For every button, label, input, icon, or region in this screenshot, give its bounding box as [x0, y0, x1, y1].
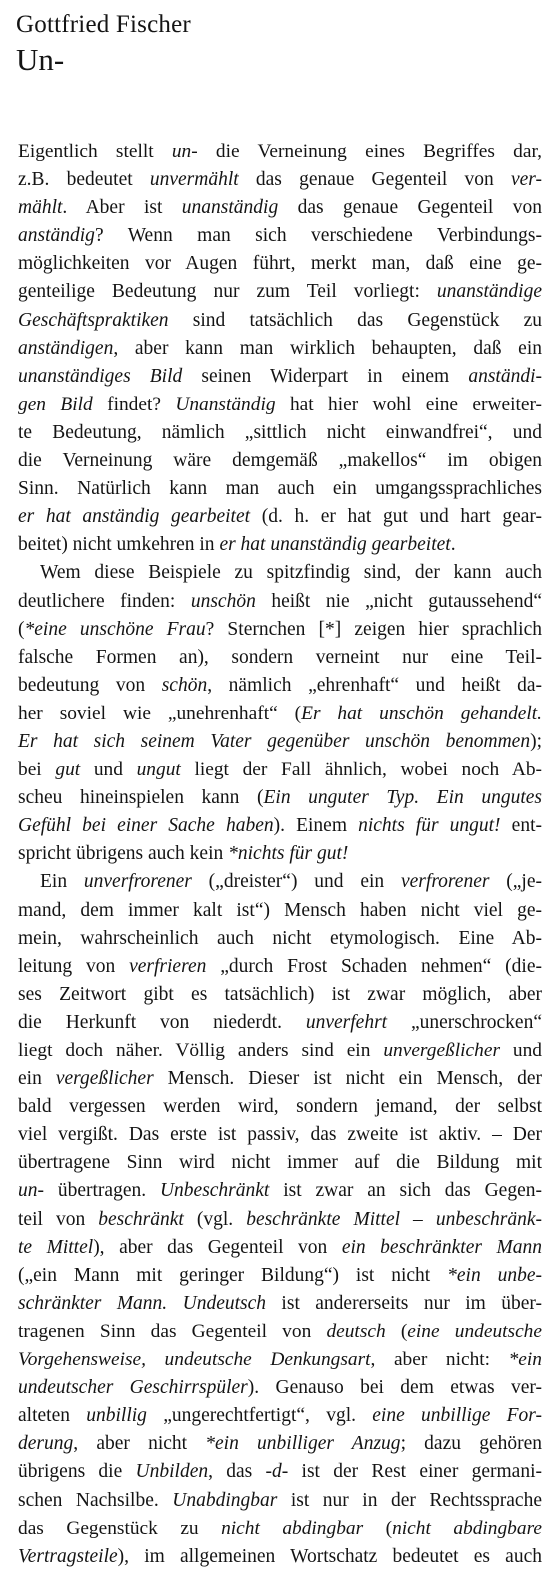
italic-term: Unanständig: [175, 393, 276, 415]
text-run: sind tatsächlich das Gegenstück zu: [168, 309, 542, 331]
text-run: her soviel wie „unehrenhaft“ (: [18, 702, 302, 724]
text-line: [18, 700, 542, 728]
italic-term: Vertragsteile: [18, 1545, 118, 1567]
text-run: Mensch. Dieser ist nicht ein Mensch, der: [153, 1068, 542, 1090]
text-run: übrigens die: [18, 1461, 136, 1483]
text-line: [18, 222, 542, 250]
text-run: und: [499, 1040, 542, 1061]
text-run: die Verneinung eines Begriffes dar,: [197, 141, 542, 162]
text-line: [18, 1402, 542, 1430]
text-line: [18, 1121, 542, 1149]
text-run: („ein Mann mit geringer Bildung“) ist nicht: [18, 1264, 448, 1286]
text-run: (d. h. er hat gut und hart gear-: [250, 506, 542, 528]
text-run: („dreister“) und ein: [191, 871, 401, 893]
text-run: - ist der Rest einer germani-: [281, 1461, 542, 1483]
italic-term: *ein unbilliger Anzug: [205, 1433, 401, 1455]
text-line: [18, 1262, 542, 1290]
text-line: [18, 1430, 542, 1458]
italic-term: gen Bild: [18, 393, 93, 415]
text-run: schen Nachsilbe.: [18, 1489, 173, 1511]
text-run: Wem diese Beispiele zu spitzfindig sind, der kann auch: [40, 562, 542, 584]
text-run: bei: [18, 759, 56, 781]
italic-term: unvermählt: [149, 169, 239, 191]
text-run: ist andererseits nur im über-: [266, 1292, 542, 1314]
text-line: [18, 1290, 542, 1318]
text-line: [18, 1318, 542, 1346]
text-run: , aber nicht: [73, 1433, 206, 1455]
text-run: ). Einem: [273, 815, 359, 837]
italic-term: Unbilden: [135, 1461, 209, 1483]
text-run: „unerschrocken“: [387, 1011, 542, 1033]
text-run: ent-: [500, 815, 542, 837]
text-run: ? Wenn man sich verschiedene Verbindungs-: [94, 225, 542, 247]
text-run: (: [363, 1517, 393, 1539]
italic-term: anständigen: [18, 337, 114, 359]
text-run: leitung von: [18, 955, 130, 977]
text-line: [18, 812, 542, 840]
text-line: [18, 1458, 542, 1486]
text-line: [18, 194, 542, 222]
italic-term: *eine unschöne Frau: [24, 618, 206, 640]
text-line: [18, 840, 542, 868]
italic-term: un-: [171, 141, 198, 162]
text-run: tragenen Sinn das Gegenteil von: [18, 1320, 327, 1342]
italic-term: ein beschränkter Mann: [341, 1236, 542, 1258]
text-line: [18, 278, 542, 306]
text-run: Ein: [40, 871, 84, 893]
italic-term: unanständig: [181, 197, 279, 219]
text-run: .: [450, 534, 456, 556]
text-line: [18, 503, 542, 531]
italic-term: *ein unbe-: [447, 1264, 542, 1286]
text-run: spricht übrigens auch kein: [18, 843, 229, 865]
text-run: falsche Formen an), sondern verneint nur eine Teil-: [18, 646, 542, 668]
text-run: );: [530, 730, 542, 752]
italic-term: schränkter Mann. Undeutsch: [18, 1292, 267, 1314]
text-run: , aber kann man wirklich behaupten, daß ein: [113, 337, 542, 359]
text-line: [18, 1065, 542, 1093]
italic-term: verfrorener: [401, 871, 490, 893]
text-run: hat hier wohl eine erweiter-: [275, 393, 543, 415]
text-line: [18, 1515, 542, 1543]
text-run: z.B. bedeutet: [18, 169, 150, 191]
text-line: [18, 531, 542, 559]
text-line: [18, 1037, 542, 1065]
author-name: Gottfried Fischer: [16, 11, 191, 38]
italic-term: mählt: [18, 197, 63, 219]
text-line: [18, 1206, 542, 1234]
article-body: [18, 138, 542, 1571]
text-run: ses Zeitwort gibt es tatsächlich) ist zwar möglich, aber: [18, 983, 542, 1005]
text-run: „durch Frost Schaden nehmen“ (die-: [206, 955, 542, 977]
italic-term: Ein unguter Typ. Ein ungutes: [263, 787, 542, 809]
text-line: [18, 588, 542, 616]
text-line: [18, 728, 542, 756]
article-title: Un-: [16, 42, 65, 77]
italic-term: unanständiges Bild: [18, 365, 183, 387]
italic-term: nicht abdingbare: [392, 1517, 543, 1539]
italic-term: eine unbillige For-: [372, 1405, 542, 1427]
italic-term: Unbeschränkt: [159, 1180, 270, 1202]
text-run: scheu hineinspielen kann (: [18, 787, 264, 809]
text-line: [18, 335, 542, 363]
text-line: [18, 925, 542, 953]
text-run: und: [80, 759, 137, 781]
text-run: findet?: [92, 393, 176, 415]
italic-term: derung: [18, 1433, 74, 1455]
text-run: ), aber das Gegenteil von: [93, 1236, 342, 1258]
italic-term: d: [272, 1461, 282, 1483]
italic-term: nichts für ungut!: [358, 815, 501, 837]
text-line: [18, 1234, 542, 1262]
text-run: übertragene Sinn wird nicht immer auf die Bildung mit: [18, 1152, 542, 1174]
italic-term: beschränkte Mittel – unbeschränk-: [246, 1208, 542, 1230]
text-line: [18, 1374, 542, 1402]
text-run: übertragen.: [44, 1180, 160, 1202]
italic-term: unvergeßlicher: [383, 1040, 500, 1061]
text-run: möglichkeiten vor Augen führt, merkt man, daß eine ge-: [18, 253, 542, 275]
italic-term: te Mittel: [18, 1236, 94, 1258]
italic-term: ungut: [136, 759, 181, 781]
italic-term: vergeßlicher: [55, 1068, 154, 1090]
italic-term: er hat unanständig gearbeitet: [219, 534, 451, 556]
italic-term: unschön: [190, 590, 256, 612]
text-run: ? Sternchen [*] zeigen hier sprachlich: [205, 618, 542, 640]
text-line: [18, 475, 542, 503]
text-run: das genaue Gegenteil von: [238, 169, 511, 191]
text-line: [18, 616, 542, 644]
italic-term: unbillig: [86, 1405, 147, 1427]
italic-term: anständig: [18, 225, 95, 247]
italic-term: nicht abdingbar: [221, 1517, 364, 1539]
text-run: genteilige Bedeutung nur zum Teil vorliegt:: [18, 281, 437, 303]
text-line: [18, 1487, 542, 1515]
text-run: („je-: [489, 871, 542, 893]
text-run: alteten: [18, 1405, 87, 1427]
italic-term: unverfrorener: [83, 871, 192, 893]
text-line: [18, 1093, 542, 1121]
italic-term: Gefühl bei einer Sache haben: [18, 815, 274, 837]
text-line: [18, 166, 542, 194]
italic-term: er hat anständig gearbeitet: [18, 506, 251, 528]
text-line: [18, 1149, 542, 1177]
text-run: Eigentlich stellt: [18, 141, 172, 162]
text-run: ; dazu gehören: [400, 1433, 542, 1455]
text-run: deutlichere finden:: [18, 590, 191, 612]
text-line: [18, 672, 542, 700]
text-run: die Herkunft von niederdt.: [18, 1011, 306, 1033]
text-line: [18, 447, 542, 475]
italic-term: Vorgehensweise, undeutsche Denkungsart: [18, 1349, 371, 1371]
text-line: [18, 138, 542, 166]
text-run: bald vergessen werden wird, sondern jemand, der selbst: [18, 1096, 542, 1118]
text-run: ein: [18, 1068, 56, 1090]
text-line: [18, 953, 542, 981]
text-run: mein, wahrscheinlich auch nicht etymologisch. Eine Ab-: [18, 927, 542, 949]
text-run: Sinn. Natürlich kann man auch ein umgangssprachliches: [18, 478, 542, 500]
italic-term: Unabdingbar: [172, 1489, 278, 1511]
text-run: mand, dem immer kalt ist“) Mensch haben nicht viel ge-: [18, 899, 542, 921]
italic-term: unverfehrt: [305, 1011, 388, 1033]
text-run: ). Genauso bei dem etwas ver-: [247, 1377, 542, 1399]
text-run: liegt der Fall ähnlich, wobei noch Ab-: [180, 759, 542, 781]
italic-term: beschränkt: [98, 1208, 184, 1230]
text-run: das genaue Gegenteil von: [278, 197, 542, 219]
italic-term: unanständige: [436, 281, 542, 303]
text-run: te Bedeutung, nämlich „sittlich nicht einwandfrei“, und: [18, 421, 542, 443]
text-line: [18, 363, 542, 391]
text-line: [18, 419, 542, 447]
text-run: , das -: [208, 1461, 273, 1483]
text-run: heißt nie „nicht gutaussehend“: [255, 590, 542, 612]
text-run: , aber nicht:: [370, 1349, 509, 1371]
text-run: liegt doch näher. Völlig anders sind ein: [18, 1040, 384, 1061]
italic-term: undeutscher Geschirrspüler: [18, 1377, 248, 1399]
text-line: [18, 1346, 542, 1374]
text-run: „ungerechtfertigt“, vgl.: [146, 1405, 373, 1427]
italic-term: anständi-: [468, 365, 542, 387]
text-run: (vgl.: [183, 1208, 247, 1230]
text-run: (: [18, 618, 25, 640]
text-run: bedeutung von: [18, 674, 162, 696]
text-line: [18, 868, 542, 896]
italic-term: Er hat unschön gehandelt.: [301, 702, 543, 724]
italic-term: ver-: [510, 169, 542, 191]
text-line: [18, 1009, 542, 1037]
italic-term: schön: [161, 674, 208, 696]
text-run: viel vergißt. Das erste ist passiv, das zweite ist aktiv. – Der: [18, 1124, 542, 1146]
text-line: [18, 897, 542, 925]
text-line: [18, 644, 542, 672]
text-run: das Gegenstück zu: [18, 1517, 222, 1539]
italic-term: verfrieren: [129, 955, 207, 977]
text-run: ), im allgemeinen Wortschatz bedeutet es auch: [117, 1545, 542, 1567]
text-run: , nämlich „ehrenhaft“ und heißt da-: [207, 674, 542, 696]
italic-term: un-: [18, 1180, 44, 1202]
italic-term: gut: [55, 759, 81, 781]
text-line: [18, 784, 542, 812]
text-line: [18, 1543, 542, 1571]
text-run: ist zwar an sich das Gegen-: [269, 1180, 542, 1202]
text-run: teil von: [18, 1208, 99, 1230]
text-line: [18, 756, 542, 784]
text-line: [18, 391, 542, 419]
text-run: die Verneinung wäre demgemäß „makellos“ im obigen: [18, 450, 542, 472]
text-run: . Aber ist: [62, 197, 182, 219]
italic-term: *nichts für gut!: [228, 843, 349, 865]
italic-term: Geschäftspraktiken: [18, 309, 169, 331]
text-line: [18, 981, 542, 1009]
text-line: [18, 1177, 542, 1205]
italic-term: *ein: [508, 1349, 542, 1371]
text-line: [18, 559, 542, 587]
text-line: [18, 250, 542, 278]
italic-term: eine undeutsche: [407, 1320, 542, 1342]
text-run: (: [385, 1320, 408, 1342]
italic-term: deutsch: [326, 1320, 386, 1342]
text-line: [18, 307, 542, 335]
italic-term: Er hat sich seinem Vater gegenüber unschön benommen: [18, 730, 531, 752]
text-run: beitet) nicht umkehren in: [18, 534, 220, 556]
text-run: seinen Widerpart in einem: [182, 365, 469, 387]
text-run: ist nur in der Rechtssprache: [277, 1489, 542, 1511]
